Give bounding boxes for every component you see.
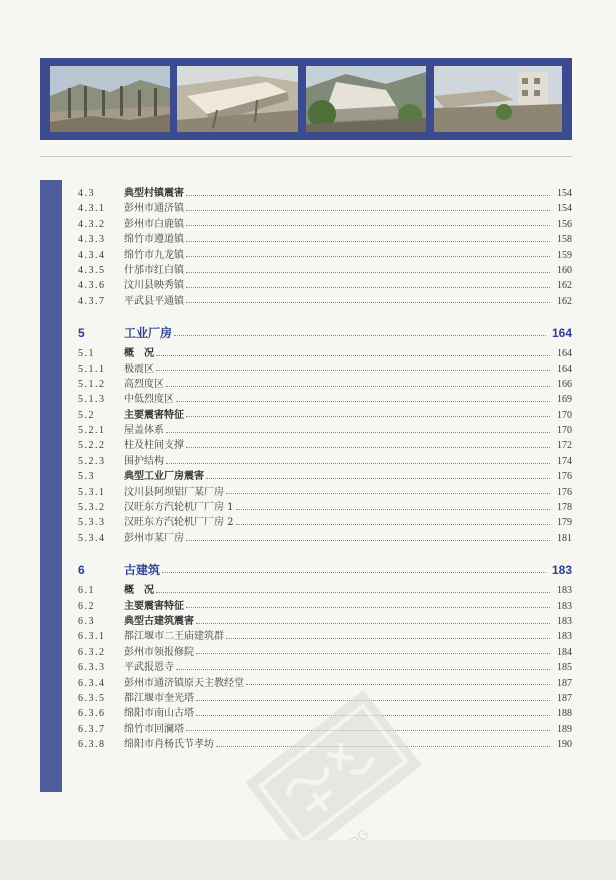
toc-leader-dots: [226, 638, 550, 639]
toc-leader-dots: [186, 447, 550, 448]
toc-title: [124, 263, 550, 278]
toc-leader-dots: [176, 401, 550, 402]
toc-subsection-row[interactable]: [78, 454, 572, 469]
toc-subsection-row[interactable]: [78, 485, 572, 500]
toc-section-row[interactable]: [78, 408, 572, 423]
toc-title: [124, 531, 550, 546]
toc-leader-dots: [174, 335, 546, 336]
toc-number: 6.3: [78, 615, 95, 627]
toc-page-number: 183: [557, 585, 572, 597]
toc-page-number: 183: [557, 615, 572, 627]
toc-title: [124, 454, 550, 469]
toc-title: [124, 645, 550, 660]
page-footer-band: [0, 840, 616, 880]
toc-subsection-row[interactable]: [78, 500, 572, 515]
toc-number: 4.3.5: [78, 264, 106, 276]
toc-number: 6.3.5: [78, 692, 106, 704]
toc-number: 4.3.7: [78, 295, 106, 307]
toc-number: 5: [78, 326, 87, 341]
toc-subsection-row[interactable]: [78, 531, 572, 546]
toc-page-number: 162: [557, 280, 572, 292]
toc-leader-dots: [196, 653, 550, 654]
toc-leader-dots: [186, 272, 550, 273]
toc-number: 5.1.3: [78, 394, 106, 406]
toc-subsection-row[interactable]: [78, 278, 572, 293]
toc-title-text: 高烈度区: [124, 378, 164, 390]
toc-number: 6.3.1: [78, 631, 106, 643]
toc-title-text: 汉旺东方汽轮机厂厂房 1: [124, 502, 234, 514]
toc-title-text: 绵阳市肖杨氏节孝坊: [124, 739, 214, 751]
toc-title: [124, 614, 550, 629]
toc-leader-dots: [236, 524, 550, 525]
toc-leader-dots: [196, 623, 550, 624]
toc-page-number: 170: [557, 409, 572, 421]
toc-title-text: 都江堰市二王庙建筑群: [124, 631, 224, 643]
toc-title-text: 围护结构: [124, 455, 164, 467]
toc-page-number: 164: [557, 363, 572, 375]
toc-page-number: 172: [557, 440, 572, 452]
toc-title-text: 典型古建筑震害: [124, 615, 194, 627]
toc-section-row[interactable]: [78, 469, 572, 484]
toc-spacer: [78, 546, 572, 562]
toc-subsection-row[interactable]: [78, 248, 572, 263]
toc-title: [124, 377, 550, 392]
toc-title-text: 彭州市某厂房: [124, 532, 184, 544]
toc-title: [124, 248, 550, 263]
toc-page-number: 176: [557, 471, 572, 483]
toc-title: [124, 201, 550, 216]
toc-page-number: 188: [557, 708, 572, 720]
toc-title-text: 典型村镇震害: [124, 188, 184, 199]
toc-subsection-row[interactable]: [78, 438, 572, 453]
toc-title-text: 平武县平通镇: [124, 295, 184, 307]
toc-page-number: 158: [557, 234, 572, 246]
toc-title: [124, 599, 550, 614]
toc-subsection-row[interactable]: [78, 515, 572, 530]
toc-number: 5.2.3: [78, 455, 106, 467]
toc-title: [124, 217, 550, 232]
sidebar-bar: [40, 180, 62, 792]
watermark-stamp: [228, 690, 428, 860]
toc-leader-dots: [186, 540, 550, 541]
toc-title-text: 主要震害特征: [124, 409, 184, 421]
toc-title: [124, 583, 550, 598]
toc-page-number: 154: [557, 203, 572, 215]
toc-title-text: 屋盖体系: [124, 425, 164, 437]
toc-number: 4.3.2: [78, 218, 106, 230]
toc-number: 4.3.6: [78, 280, 106, 292]
toc-page-number: 183: [551, 563, 572, 578]
toc-page-number: 166: [557, 378, 572, 390]
toc-page-number: 190: [557, 739, 572, 751]
toc-leader-dots: [156, 370, 550, 371]
toc-number: 4.3.1: [78, 203, 106, 215]
toc-subsection-row[interactable]: [78, 392, 572, 407]
toc-number: 5.2.2: [78, 440, 106, 452]
toc-leader-dots: [186, 195, 550, 196]
toc-section-row[interactable]: [78, 346, 572, 361]
toc-title: [124, 438, 550, 453]
toc-number: 6.3.8: [78, 739, 106, 751]
toc-title: [124, 515, 550, 530]
toc-page-number: 159: [557, 249, 572, 261]
toc-leader-dots: [186, 210, 550, 211]
toc-page-number: 181: [557, 532, 572, 544]
toc-leader-dots: [236, 509, 550, 510]
toc-page-number: 184: [557, 646, 572, 658]
toc-leader-dots: [186, 256, 550, 257]
toc-page-number: 176: [557, 486, 572, 498]
toc-chapter-row[interactable]: [78, 562, 572, 579]
toc-number: 5.1: [78, 348, 95, 360]
toc-leader-dots: [186, 302, 550, 303]
toc-subsection-row[interactable]: [78, 232, 572, 247]
toc-title-text: 绵竹市遵道镇: [124, 234, 184, 246]
earthquake-photo-3: [306, 66, 426, 132]
toc-section-row[interactable]: [78, 186, 572, 201]
toc-subsection-row[interactable]: [78, 294, 572, 309]
toc-page-number: 162: [557, 295, 572, 307]
toc-title-text: 中低烈度区: [124, 394, 174, 406]
toc-number: 6: [78, 563, 87, 578]
toc-number: 5.3.2: [78, 502, 106, 514]
toc-number: 4.3: [78, 188, 95, 199]
toc-section-row[interactable]: [78, 614, 572, 629]
toc-page-number: 183: [557, 631, 572, 643]
toc-title-text: 彭州市领报修院: [124, 646, 194, 658]
toc-title: [124, 325, 546, 342]
toc-title: [124, 362, 550, 377]
toc-title: [124, 346, 550, 361]
toc-title: [124, 423, 550, 438]
toc-number: 6.3.6: [78, 708, 106, 720]
toc-title-text: 汶川县映秀镇: [124, 280, 184, 292]
toc-subsection-row[interactable]: [78, 645, 572, 660]
toc-page-number: 169: [557, 394, 572, 406]
toc-subsection-row[interactable]: [78, 629, 572, 644]
toc-leader-dots: [166, 386, 550, 387]
toc-title: [124, 660, 550, 675]
toc-number: 4.3.4: [78, 249, 106, 261]
toc-title-text: 典型工业厂房震害: [124, 471, 204, 483]
toc-title: [124, 485, 550, 500]
toc-page-number: 185: [557, 662, 572, 674]
toc-leader-dots: [156, 592, 550, 593]
toc-leader-dots: [166, 463, 550, 464]
toc-number: 6.3.7: [78, 723, 106, 735]
toc-leader-dots: [166, 432, 550, 433]
toc-title: [124, 562, 546, 579]
toc-leader-dots: [186, 225, 550, 226]
toc-page-number: 178: [557, 502, 572, 514]
toc-title-text: 汶川县阿坝铝厂某厂房: [124, 486, 224, 498]
toc-number: 6.1: [78, 585, 95, 597]
toc-title: [124, 500, 550, 515]
toc-page-number: 154: [557, 188, 572, 199]
toc-spacer: [78, 309, 572, 325]
toc-leader-dots: [226, 493, 550, 494]
toc-title-text: 都江堰市奎光塔: [124, 692, 194, 704]
toc-leader-dots: [186, 241, 550, 242]
toc-subsection-row[interactable]: [78, 423, 572, 438]
toc-leader-dots: [156, 355, 550, 356]
toc-number: 5.2: [78, 409, 95, 421]
toc-subsection-row[interactable]: [78, 377, 572, 392]
toc-leader-dots: [246, 684, 550, 685]
header-rule: [40, 156, 572, 157]
toc-title: [124, 232, 550, 247]
toc-number: 5.3.4: [78, 532, 106, 544]
toc-page-number: 160: [557, 264, 572, 276]
toc-title-text: 绵竹市回澜塔: [124, 723, 184, 735]
toc-subsection-row[interactable]: [78, 201, 572, 216]
toc-title-text: 彭州市白鹿镇: [124, 218, 184, 230]
toc-leader-dots: [162, 572, 546, 573]
toc-title-text: 平武报恩寺: [124, 662, 174, 674]
toc-page-number: 164: [557, 348, 572, 360]
toc-leader-dots: [206, 478, 550, 479]
toc-title-text: 绵阳市南山古塔: [124, 708, 194, 720]
earthquake-photo-4: [434, 66, 562, 132]
toc-title-text: 彭州市通济镇: [124, 203, 184, 215]
toc-number: 5.3.3: [78, 517, 106, 529]
toc-page-number: 187: [557, 677, 572, 689]
toc-number: 5.2.1: [78, 425, 106, 437]
toc-section-row[interactable]: [78, 583, 572, 598]
toc-subsection-row[interactable]: [78, 660, 572, 675]
toc-page-number: 183: [557, 600, 572, 612]
toc-number: 6.3.2: [78, 646, 106, 658]
toc-title: [124, 629, 550, 644]
toc-number: 6.3.4: [78, 677, 106, 689]
toc-page-number: 189: [557, 723, 572, 735]
toc-leader-dots: [186, 416, 550, 417]
toc-title-text: 极震区: [124, 363, 154, 375]
toc-title-text: 绵竹市九龙镇: [124, 249, 184, 261]
toc-title-text: 工业厂房: [124, 326, 173, 341]
toc-title: [124, 469, 550, 484]
toc-chapter-row[interactable]: [78, 325, 572, 342]
toc-title: [124, 294, 550, 309]
toc-number: 6.3.3: [78, 662, 106, 674]
toc-title: [124, 676, 550, 691]
toc-title: [124, 278, 550, 293]
toc-subsection-row[interactable]: [78, 362, 572, 377]
toc-leader-dots: [186, 607, 550, 608]
toc-title-text: 什邡市红白镇: [124, 264, 184, 276]
toc-number: 5.1.1: [78, 363, 106, 375]
toc-number: 6.2: [78, 600, 95, 612]
photo-banner: [40, 58, 572, 140]
toc-page-number: 187: [557, 692, 572, 704]
earthquake-photo-2: [177, 66, 298, 132]
toc-number: 5.1.2: [78, 378, 106, 390]
toc-page-number: 174: [557, 455, 572, 467]
toc-subsection-row[interactable]: [78, 263, 572, 278]
toc-leader-dots: [176, 669, 550, 670]
toc-title: [124, 408, 550, 423]
toc-title-text: 古建筑: [124, 563, 161, 578]
toc-title-text: 汉旺东方汽轮机厂厂房 2: [124, 517, 234, 529]
toc-title-text: 柱及柱间支撑: [124, 440, 184, 452]
toc-title-text: 主要震害特征: [124, 600, 184, 612]
toc-title-text: 概 况: [124, 348, 154, 360]
toc-page-number: 179: [557, 517, 572, 529]
toc-subsection-row[interactable]: [78, 676, 572, 691]
toc-subsection-row[interactable]: [78, 217, 572, 232]
toc-number: 5.3: [78, 471, 95, 483]
toc-section-row[interactable]: [78, 599, 572, 614]
toc-number: 5.3.1: [78, 486, 106, 498]
earthquake-photo-1: [50, 66, 170, 132]
toc-leader-dots: [186, 287, 550, 288]
toc-page-number: 156: [557, 218, 572, 230]
toc-title: [124, 392, 550, 407]
toc-page-number: 170: [557, 425, 572, 437]
table-of-contents: [78, 186, 572, 753]
toc-title: [124, 186, 550, 201]
toc-number: 4.3.3: [78, 234, 106, 246]
toc-title-text: 彭州市通济镇原天主教经堂: [124, 677, 244, 689]
toc-title-text: 概 况: [124, 585, 154, 597]
toc-page-number: 164: [551, 326, 572, 341]
